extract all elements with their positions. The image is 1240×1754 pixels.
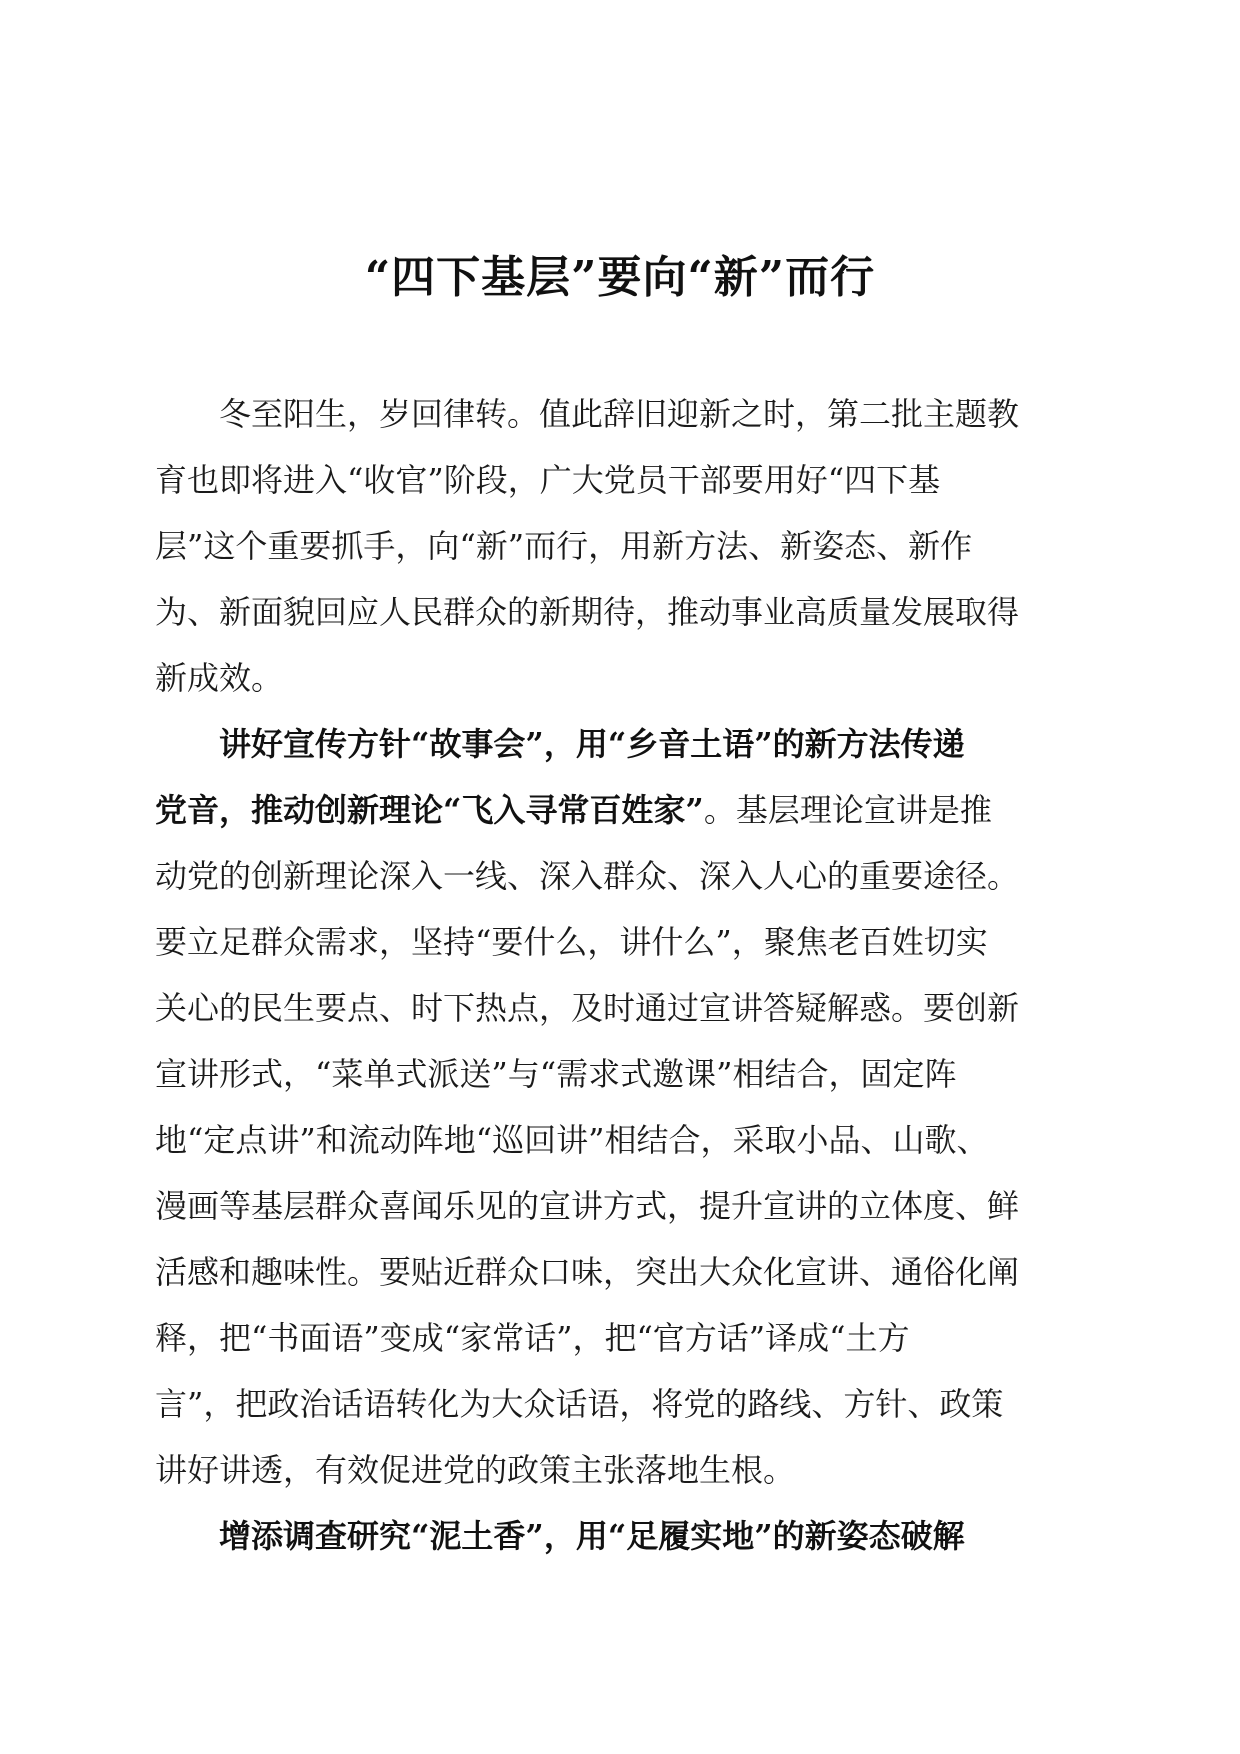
- bold-text-segment: 讲好宣传方针“故事会”，用“乡音土语”的新方法传递: [219, 725, 965, 763]
- text-segment: 新成效。: [155, 659, 284, 697]
- text-segment: 宣讲形式，“菜单式派送”与“需求式邀课”相结合，固定阵: [155, 1055, 957, 1093]
- text-line: [155, 1041, 1085, 1107]
- bold-text-segment: 增添调查研究“泥土香”，用“足履实地”的新姿态破解: [219, 1517, 965, 1555]
- text-line: [155, 711, 1085, 777]
- bold-text-segment: 党音，推动创新理论“飞入寻常百姓家”: [155, 791, 704, 829]
- text-segment: 动党的创新理论深入一线、深入群众、深入人心的重要途径。: [155, 857, 1020, 895]
- text-line: [155, 381, 1085, 447]
- text-segment: 地“定点讲”和流动阵地“巡回讲”相结合，采取小品、山歌、: [155, 1121, 989, 1159]
- text-line: [155, 1107, 1085, 1173]
- text-segment: 为、新面貌回应人民群众的新期待，推动事业高质量发展取得: [155, 593, 1020, 631]
- document-body: [155, 381, 1085, 1569]
- text-line: [155, 975, 1085, 1041]
- text-segment: 讲好讲透，有效促进党的政策主张落地生根。: [155, 1451, 796, 1489]
- text-line: [155, 1239, 1085, 1305]
- text-line: [155, 1305, 1085, 1371]
- text-line: [155, 645, 1085, 711]
- paragraph-3: [155, 1503, 1085, 1569]
- text-segment: 要立足群众需求，坚持“要什么，讲什么”，聚焦老百姓切实: [155, 923, 988, 961]
- text-line: [155, 1503, 1085, 1569]
- document-title: “四下基层”要向“新”而行: [364, 252, 876, 303]
- text-line: [155, 447, 1085, 513]
- text-segment: 关心的民生要点、时下热点，及时通过宣讲答疑解惑。要创新: [155, 989, 1020, 1027]
- text-segment: 冬至阳生，岁回律转。值此辞旧迎新之时，第二批主题教: [219, 395, 1020, 433]
- paragraph-2: [155, 711, 1085, 1503]
- text-segment: 层”这个重要抓手，向“新”而行，用新方法、新姿态、新作: [155, 527, 973, 565]
- text-segment: 育也即将进入“收官”阶段，广大党员干部要用好“四下基: [155, 461, 941, 499]
- text-line: [155, 909, 1085, 975]
- text-line: [155, 1173, 1085, 1239]
- text-segment: 漫画等基层群众喜闻乐见的宣讲方式，提升宣讲的立体度、鲜: [155, 1187, 1020, 1225]
- text-segment: 。基层理论宣讲是推: [703, 791, 992, 829]
- text-line: [155, 1437, 1085, 1503]
- text-segment: 言”，把政治话语转化为大众话语，将党的路线、方针、政策: [155, 1385, 1004, 1423]
- text-line: [155, 1371, 1085, 1437]
- text-segment: 释，把“书面语”变成“家常话”，把“官方话”译成“土方: [155, 1319, 910, 1357]
- text-line: [155, 843, 1085, 909]
- paragraph-1: [155, 381, 1085, 711]
- text-line: [155, 579, 1085, 645]
- text-segment: 活感和趣味性。要贴近群众口味，突出大众化宣讲、通俗化阐: [155, 1253, 1020, 1291]
- text-line: [155, 513, 1085, 579]
- text-line: [155, 777, 1085, 843]
